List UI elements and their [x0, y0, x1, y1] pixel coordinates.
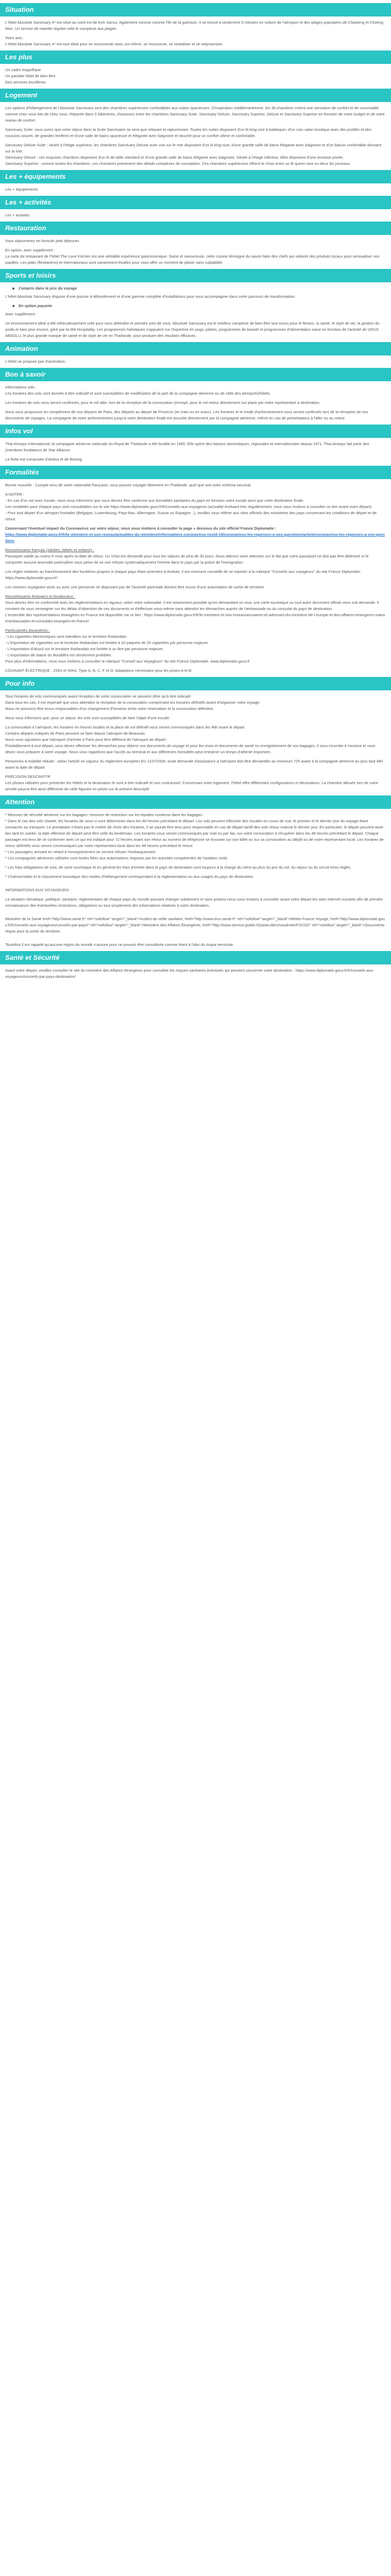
section-header-activites: Les + activités [0, 196, 391, 209]
section-header-pour-info: Pour info [0, 677, 391, 690]
situation-text: L'hôtel Absolute Sanctuary 4* est situé au nord-est de Koh Samui, également connue comme l'île de la guérison. Il se trouve à seulement 5 minutes en voiture de l'aéroport et des plages populaires de Chaweng et Choeng Mon. Un service de navette régulier relie le complexe aux plages. [5, 20, 384, 31]
info-precision-head: PRÉCISION DESCRIPTIF [5, 774, 51, 779]
sports-included-text: L'hôtel Absolute Sanctuary dispose d'une piscine à débordement et d'une gamme complète d'installations pour vous accompagner dans votre parcours de transformation. [5, 294, 296, 299]
restauration-text: Vous séjournerez en formule petit déjeuner. [5, 239, 80, 243]
attention-info-head: INFORMATIONS AUX VOYAGEURS : [5, 888, 71, 892]
form-text: Les mineurs voyageant seuls ou avec une personne ne disposant pas de l'autorité parentale doivent être munis d'une autorisation de sortie de territoire. [5, 585, 265, 589]
form-covid-link[interactable]: https://www.diplomatie.gouv.fr/fr/le-ministere-et-son-reseau/actualites-du-ministere/informations-coronavirus-covid-19/coronavirus-les-reponses-a-vos-questions/article/coronavirus-les-reponses-a-vos-questions [5, 532, 385, 543]
situation-opinion-head: Votre avis : [5, 36, 25, 40]
sports-paid-label: En option payante [19, 303, 53, 308]
form-text: Passeport valide au moins 6 mois après la date de retour. Un VISA est demandé pour tous les séjours de plus de 30 jours. Nous attirons votre attention sur le fait que votre passeport ne doit pas être détérioré et le comporter aucune anomalie particulière sous peine de se voir refuser systématiquement l'entrée dans le pays par la police de l'immigration. [5, 554, 369, 565]
bon-text: Nous vous proposons en complément de nos départs de Paris, des départs au départ de Province (en train ou en avion). Les horaires et le mode d'acheminement vous seront confirmés lors de la réception de vos documents de voyages. La compagnie de votre acheminement jusqu'à votre destination finale est assurée directement par la compagnie aérienne, même en cas de perturbations à l'aller ou au retour. [5, 410, 368, 420]
attention-text: * Les compagnies aériennes utilisées sont toutes fiées aux autorisations requises par les autorités compétentes de l'aviation civile. [5, 856, 229, 860]
sante-section [0, 968, 391, 980]
sports-paid-text: Un environnement idéal a été méticuleusement créé pour vous détendre et prendre soin de vous. Absolute Sanctuary est le meilleur complexe de bien-être tout inclus pour le fitness, la santé, le style de vie, la gestion du poids et bien plus encore, géré par ALMA Hospitality. Les programmes holistiques s'appuient sur l'expertise en yoga, pilates, programmes de beauté et programmes d'alimentation saine en fonction de l'activité de VOUS ABSOLU, le plus grande marque de santé et de style de vie en Thaïlande, pour produire des résultats efficaces. [5, 321, 380, 338]
bullet-icon [12, 287, 14, 290]
plus-section [0, 67, 391, 86]
info-text: Nous vous signalons que l'aéroport d'arrivée à Paris peut être différent de l'aéroport de départ. [5, 737, 167, 742]
section-header-bon-a-savoir: Bon à savoir [0, 368, 391, 381]
info-text: Nous ne pourrons être tenus responsables d'un changement d'horaires entre votre réservation et la convocation définitive. [5, 706, 215, 711]
activites-text: Les + activités [5, 213, 30, 217]
restauration-text: La carte du restaurant de l'hôtel The Love Kitchen est une véritable expérience gastronomique. Saine et savoureuse, cette cuisine témoigne du savoir-faire des chefs qui utilisent des produits locaux pour sensualiser vos papilles. Les plats (flexitariens) et internationaux sont savamment étudiés pour vous offrir un moment de plaisir sans culpabilité. [5, 254, 380, 265]
form-text: Vous devrez être en conformité avec les réglementations en vigueur, selon votre nationalité, il est notamment possible qu'en demandant un visa, une carte touristique ou tout autre document officiel vous soit demandé. Il convient de vous renseigner sur les délais d'obtention de ces documents et d'effectuer vous-même sans attendre les démarches auprès de l'ambassade ou du consulat du pays de destination. [5, 600, 379, 611]
attention-links[interactable]: Ministère de la Santé href="http://www.sante.fr" rel="nofollow" target="_blank">Institut de veille sanitaire, href="http://www.invs.sante.fr" rel="nofollow" target="_blank">Météo France Voyage, href="http://www.diplomatie.gouv.fr/fr/conseils-aux-voyageurs/conseils-par-pays/" rel="nofollow" target="_blank">Ministère des Affaires Étrangères, href="http://www.service-public.fr/particuliers/vosdroits/F32102" rel="nofollow" target="_blank">Documents requis pour la sortie du territoire. [5, 917, 385, 934]
logement-text: Sanctuary Suite: vous aurez que votre séjour dans la Suite Sanctuaire ne sera que relaxant et rajeunissant. Toutes les suites disposent d'un lit king-size à baldaquin, d'un coin salon boutique avec des profilés et des coussins assorti, de grandes fenêtres et d'une salle de bains spacieuse et élégante avec baignoire et douche pour un confort ultime et confortable. [5, 127, 371, 138]
section-header-formalites: Formalités [0, 466, 391, 479]
form-text: Les modalités pour chaque pays sont consultables sur le site https://www.diplomatie.gouv.fr/fr/conseils-aux-voyageurs (actualité évoluant très régulièrement, nous vous invitons à consulter ce lien avant votre départ). [5, 504, 372, 509]
sports-included-label: Compris dans le prix du voyage [19, 286, 77, 291]
sports-paid-text: Avec supplément : [5, 312, 37, 316]
plus-item: Un cadre magnifique [5, 67, 41, 72]
attention-liquids-link[interactable]: * Mesures de sécurité aérienne sur les bagages: mesures de restriction sur les liquides contenus dans les bagages. [5, 812, 203, 817]
form-text: Les règles relatives au franchissement des frontières propres à chaque pays étant amenées à évoluer, il est vivement conseillé de se reporter à la rubrique "Conseils aux voyageurs" du site France Diplomatie, https://www.diplomatie.gouv.fr/ [5, 569, 361, 580]
info-text: Préalablement à tout départ, vous devez effectuer les démarches pour obtenir vos documents de voyage et pour les visas et documents de santé ou enregistrement de vos bagages, il vous incombe à l'avance et vous devez vous préparer à votre voyage. Nous vous rappelons que l'accès au terminal et aux différentes formalités peut entraîner un temps d'attente important... [5, 743, 376, 754]
form-text: COURANT ÉLECTRIQUE : 220V et 50Hz. Type A, B, C, F et O. Adaptateur nécessaire pour les prises A et B. [5, 668, 192, 673]
info-text: Tous horaires de vols communiqués avant réception de votre convocation ne peuvent (être qu'à titre indicatif. [5, 694, 192, 699]
form-customs-text: - Les cigarettes électroniques sont interdites sur le territoire thaïlandais - L'importation de cigarettes sur le territoire thaïlandais est limitée à 10 paquets de 20 cigarettes par personne majeure. - L'importation d'alcool sur le territoire thaïlandais est limitée à un litre par personne majeure. - L'exportation de statue du Bouddha est strictement prohibée. Pour plus d'informations, nous vous invitons à consulter la rubrique "Conseil aux Voyageurs" du site France Diplomatie. www.diplomatie.gouv.fr [5, 634, 250, 664]
attention-text: * Dans le cas des vols charter, les horaires de ceux-ci sont déterminés dans les 48 heures précédant le départ. Les vols peuvent effectuer des escales en cours de nuit, le premier et le dernier jour du voyage étant consacrés au transport. Le prestataire n'étant pas le maître de choix des horaires, il se saurait être tenu pour responsable en cas de départ tardif des vols retour matinal le dernier jour. En particulier, le départ peuvent avoir lieu tard en soirée, la date effective de départ peut être celle du lendemain. Les horaires vous seront communiqués par mail ou par fax, sur votre convocation à récupérer dans les 48 heures précédant le départ. Chaque passager est tenu de se conformer avec ce qui est indiqué pour 72 heures avant son retour au numéro de téléphone se trouvant sur son billet ou sur sa convocation au dépôt ou de notre représentant local. Les horaires de retour définitifs vous seront communiqués par notre représentant local dans les 48 heures précédant le retour. [5, 819, 384, 848]
logement-text: Sanctuary Superior : comme toutes les chambres, ces chambres présentent des détails complexes de conception. Ces chambres supérieures offrent le choix entre un lit queen-size ou deux lits jumeaux. [5, 161, 351, 166]
attention-text: La situation climatique, politique, sanitaire, réglementaire de chaque pays du monde pouvant changer subitement et sans préavis nous vous invitons à consulter avant votre départ les sites internet suivants afin de prendre connaissance des éventuelles restrictions, obligations ou tout simplement des informations relatives à votre destination. [5, 897, 383, 908]
plus-item: Des services excellents [5, 80, 46, 84]
form-covid-head: Concernant l'éventuel impact du Coronavirus sur votre séjour, nous vous invitons à consulter la page « dessous du site officiel France Diplomatie : [5, 526, 276, 531]
sports-section [0, 285, 391, 339]
attention-text: * Les passagers arrivant en retard à l'enregistrement se verront refuser l'embarquement. [5, 850, 157, 854]
section-header-attention: Attention [0, 795, 391, 809]
form-customs-head: Particularités douanières : [5, 628, 50, 633]
form-text: Bonne nouvelle : Compte tenu de votre nationalité française, vous pouvez voyager librement en Thaïlande, quel que soit votre schéma vaccinal. [5, 483, 252, 487]
section-header-situation: Situation [0, 3, 391, 16]
attention-section [0, 812, 391, 948]
section-header-sante: Santé et Sécurité [0, 951, 391, 964]
section-header-plus: Les plus [0, 50, 391, 64]
situation-opinion: L'hôtel Absolute Sanctuary 4* est tout idéal pour se reconnecter avec soi-même, se ressourcer, se revitaliser et se redynamiser. [5, 42, 223, 46]
logement-section [0, 105, 391, 167]
form-fr-head: Ressortissants français (adultes, bébés et enfants) : [5, 548, 94, 552]
form-text: - En cas d'un vol avec escale, nous vous informons que vous devrez être conforme aux formalités sanitaires du pays en fonction votre escale ainsi que votre destination finale. [5, 498, 304, 503]
vol-text: Thai Airways International, la compagnie aérienne nationale du Royal de Thaïlande a été fondée en 1960. Elle opère des liaisons domestiques, régionales et internationales depuis 1971. Thai Airways fait partir des (membres fondateurs de Star Alliance. [5, 442, 369, 452]
info-text: Dans tous les cas, il est impératif que vous attendiez la réception de la convocation comprenant les horaires définitifs avant d'organiser votre voyage. [5, 700, 260, 705]
equipements-text: Les + équipements [5, 187, 38, 192]
bon-text: Les horaires de vols vous seront confirmés, pour le vol aller, lors de la réception de la convocation (envoyé, pour le vol retour directement sur place par notre représentant à destination. [5, 400, 321, 405]
info-text: Certains départs indiqués de Paris peuvent se faire depuis l'aéroport de Beauvais. [5, 731, 146, 736]
section-header-infos-vol: Infos vol [0, 425, 391, 438]
sports-included-head [12, 285, 386, 292]
plus-item: Un paisible hôtel de bien-être [5, 74, 56, 78]
section-header-equipements: Les + équipements [0, 170, 391, 183]
logement-text: Sanctuary Deluxe : ces exquises chambres disposent d'un lit de taille standard et d'une grande salle de bains élégante avec baignoire. Située à l'étage inférieur, elles disposent d'une terrasse privée. [5, 155, 344, 160]
vol-text: La flotte est composée d'Airbus et de Boeing. [5, 457, 83, 462]
attention-text: Toutefois il est rappelé qu'aucune région du monde n'assure pour ne pouvoir être considérée comme étant à l'abri du risque terroriste. [5, 942, 234, 947]
bon-a-savoir-section [0, 384, 391, 421]
form-foreign-head: Ressortissants étrangers et binationaux : [5, 594, 75, 599]
section-header-logement: Logement [0, 89, 391, 102]
form-text: - Pour tout départ d'un aéroport frontalier (Belgique, Luxembourg, Pays-Bas, Allemagne, Suisse ou Espagne...), veuillez vous référer aux sites officiels des ministères des pays concernant les conditions de départ et de retour. [5, 511, 377, 521]
info-text: Les photos utilisées pour présenter les hôtels et la destination le sont à titre indicatif et non contractuel. Concernant votre logement, l'hôtel offre différentes configurations et décorations. La chambre allouée lors de votre arrivée pourra être ainsi différente de celle figurant en photo sur le présent descriptif. [5, 781, 378, 791]
form-note-head: A NOTER : [5, 492, 25, 497]
formalites-section [0, 482, 391, 674]
logement-text: Les options d'hébergement de l'Absolute Sanctuary sont des chambres supérieures confortables aux suites spacieuses. D'inspiration méditerranéenne, les 36 chambres créent une sensation de confort et de convivialité comme chez vous loin de chez vous. Répartie dans 5 bâtiments, choisissez entre les chambres Sanctuary Suite, Sanctuary Deluxe, Sanctuary Superior, Deluxe et Sanctuary Superior en fonction de votre budget et de votre niveau de confort. [5, 106, 385, 123]
section-header-animation: Animation [0, 342, 391, 355]
section-header-restauration: Restauration [0, 222, 391, 235]
infos-vol-section [0, 441, 391, 463]
pour-info-section [0, 693, 391, 792]
attention-text: * Les frais obligatoires de visa, de carte touristique et en général les frais d'entrée dans le pays de destination sont toujours à la charge du client au plus du prix du vol, du séjour ou du circuit et/ou réglés. [5, 865, 352, 870]
bullet-icon [12, 305, 14, 307]
sports-paid-head [12, 303, 386, 309]
bon-text: Informations vols : [5, 385, 37, 389]
info-text: Nous vous informons que, pour ce séjour, les vols sont susceptibles de faire l'objet d'une escale. [5, 716, 170, 720]
logement-text: Sanctuary Deluxe Suite : située à l'étage supérieur, les chambres Sanctuary Deluxe avec vue sur le mer disposent d'un lit king-size, d'une grande salle de bains élégante avec baignoire et d'un balcon confortable donnant sur la mer. [5, 143, 382, 154]
section-header-sports: Sports et loisirs [0, 269, 391, 282]
sante-text: Avant votre départ, veuillez consulter le site du ministère des Affaires étrangères pour connaître les risques sanitaires éventuels qui peuvent concerner votre destination : https://www.diplomatie.gouv.fr/fr/conseils-aux-voyageurs/conseils-par-pays-destination/ [5, 968, 374, 979]
info-text: La convocation à l'aéroport, les horaires en heures locales et la place de vol définitif vous seront communiqués dans les 48h avant le départ. [5, 725, 246, 730]
bon-text: Les horaires des vols sont donnés à titre indicatif et sont susceptibles de modification de la part de la compagnie aérienne ou de celle des aéroports/hôtels. [5, 391, 271, 396]
situation-section [0, 20, 391, 47]
restauration-section [0, 238, 391, 266]
info-text: Personnes à mobilité réduite : selon l'article en vigueur du règlement européen EU 1107/2006, toute demande d'assistance à l'aéroport doit être demandée au minimum 72h avant à la compagnie aérienne au plus tard 48h avant la date de départ. [5, 759, 383, 770]
form-text: L'ensemble des représentations étrangères en France est disponible via ce lien : https://www.diplomatie.gouv.fr/fr/le-ministere-et-son-reseau/annuaires-et-adresses-du-ministere-de-l-europe-et-des-affaires-etrangeres-maeae/ambassades-et-consulats-etrangers-en-france/ [5, 613, 385, 623]
restauration-text: En option, avec supplément : [5, 248, 55, 252]
animation-text: L'hôtel ne propose pas d'animation. [5, 359, 66, 364]
attention-text: * Chaînes/vidéo et le classement touristique des modes d'hébergement correspondant à la réglementation ou aux usages du pays de destination. [5, 874, 254, 879]
